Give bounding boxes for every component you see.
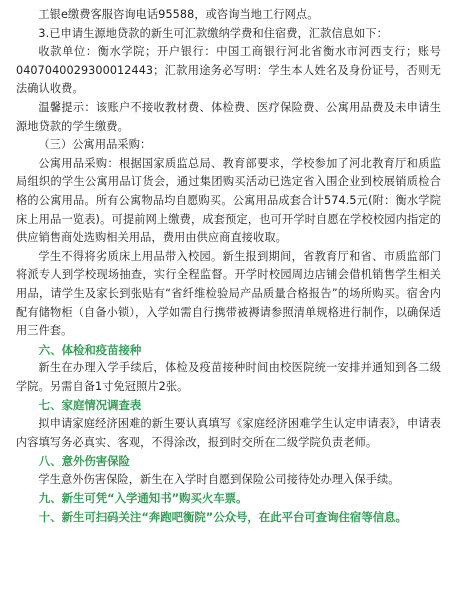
paragraph-family-survey: 拟申请家庭经济困难的新生要认真填写《家庭经济困难学生认定申请表》，申请表内容填写务必真实、客观，不得涂改，报到时交所在二级学院负责老师。: [16, 417, 441, 449]
paragraph-bank-account: 收款单位：衡水学院；开户银行：中国工商银行河北省衡水市河西支行；账号0407040029300012443；汇款用途务必写明：学生本人姓名及身份证号，否则无法确认收费。: [16, 45, 441, 96]
paragraph-medical-vaccine: 新生在办理入学手续后，体检及疫苗接种时间由校医院统一安排并通知到各二级学院。另需自备1寸免冠照片2张。: [16, 361, 441, 393]
paragraph-loan-remittance: 3.已申请生源地贷款的新生可汇款缴纳学费和住宿费，汇款信息如下：: [38, 26, 388, 40]
heading-wechat-account: 十、新生可扫码关注“奔跑吧衡院”公众号，在此平台可查询住宿等信息。: [38, 510, 407, 525]
paragraph-accident-insurance: 学生意外伤害保险，新生在入学时自愿到保险公司接待处办理入保手续。: [38, 472, 400, 486]
paragraph-supplies-purchase: 公寓用品采购：根据国家质监总局、教育部要求，学校参加了河北教育厅和质监局组织的学生公寓用品订货会，通过集团购买活动已选定省入围企业到校展销质检合格的公寓用品。所有公寓物品均自愿购买。公寓用品成套合计574.5元(附：衡水学院床上用品一览表)。可提前网上缴费，成套预定，也可开学时自愿在学校校园内指定的供应销售商处选购相关用品，费用由供应商直接收取。: [16, 156, 441, 245]
paragraph-bedding-rules: 学生不得将劣质床上用品带入校园。新生报到期间，省教育厅和省、市质监部门将派专人到学校现场抽查，实行全程监督。开学时校园周边店铺会借机销售学生相关用品，请学生及家长到张贴有“省纤维检验局产品质量合格报告”的场所购买。宿舍内配有储物柜（自备小锁），入学如需自行携带被褥请参照清单规格进行制作，以确保适用三件套。: [16, 249, 441, 338]
heading-train-ticket: 九、新生可凭“入学通知书”购买火车票。: [38, 491, 248, 506]
paragraph-reminder: 温馨提示：该账户不接收教材费、体检费、医疗保险费、公寓用品费及未申请生源地贷款的学生缴费。: [16, 100, 441, 133]
paragraph-section-three-title: （三）公寓用品采购：: [38, 138, 152, 152]
heading-family-survey: 七、家庭情况调查表: [38, 398, 142, 413]
paragraph-service-hotline: 工银e缴费客服咨询电话95588，或咨询当地工行网点。: [38, 8, 319, 21]
heading-accident-insurance: 八、意外伤害保险: [38, 454, 130, 469]
heading-medical-vaccine: 六、体检和疫苗接种: [38, 342, 142, 357]
